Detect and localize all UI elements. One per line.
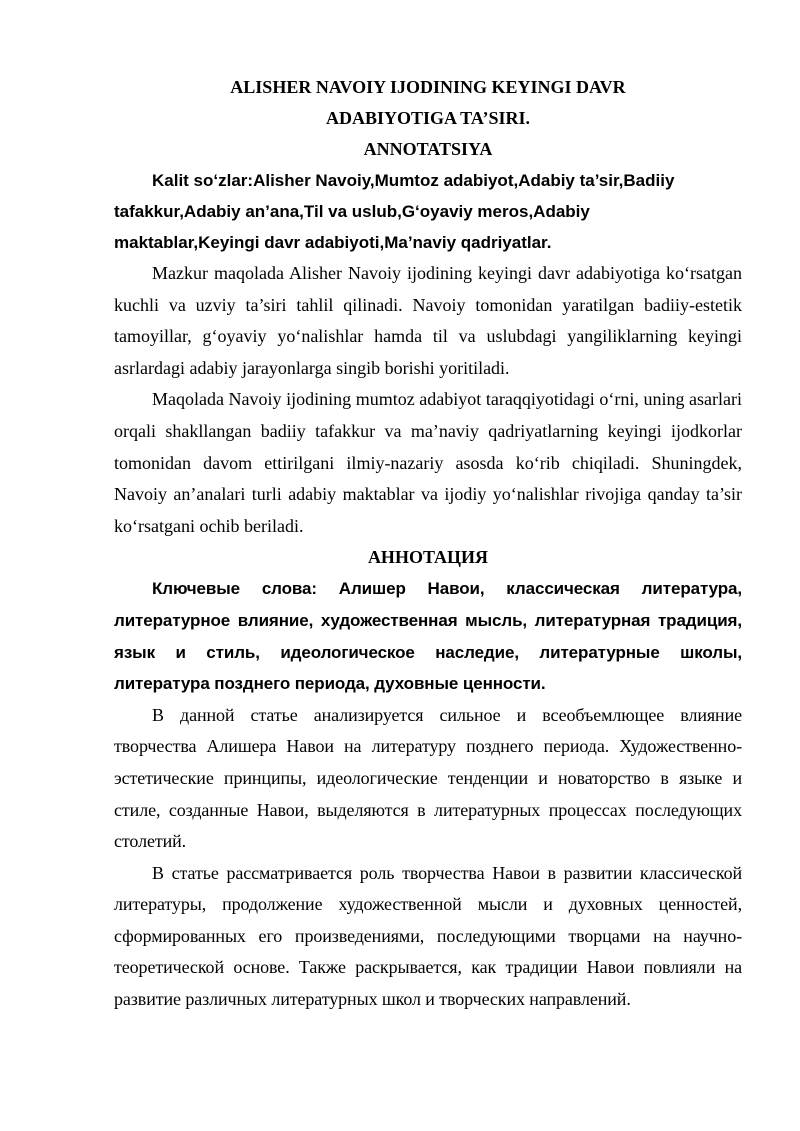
keywords-uz-line-3: maktablar,Keyingi davr adabiyoti,Ma’naviy qadriyatlar. [114, 233, 552, 252]
uz-paragraph-1: Mazkur maqolada Alisher Navoiy ijodining keyingi davr adabiyotiga ko‘rsatgan kuchli va uzviy ta’siri tahlil qilinadi. Navoiy tomonidan yaratilgan badiiy-estetik tamoyillar, g‘oyaviy yo‘nalishlar hamda til va uslubdagi yangiliklarning keyingi asrlardagi adabiy jarayonlarga singib borishi yoritiladi. [114, 263, 742, 378]
document-page [114, 72, 742, 1016]
keywords-uz [114, 165, 742, 258]
ru-paragraph-1: В данной статье анализируется сильное и всеобъемлющее влияние творчества Алишера Навои на литературу позднего периода. Художественно-эстетические принципы, идеологические тенденции и новаторство в языке и стиле, созданные Навои, выделяются в литературных процессах последующих столетий. [114, 704, 742, 852]
keywords-uz-line-2: tafakkur,Adabiy an’ana,Til va uslub,G‘oyaviy meros,Adabiy [114, 202, 590, 221]
uz-paragraph-2: Maqolada Navoiy ijodining mumtoz adabiyot taraqqiyotidagi o‘rni, uning asarlari orqali shakllangan badiiy tafakkur va ma’naviy qadriyatlarning keyingi ijodkorlar tomonidan davom ettirilgani ilmiy-nazariy asosda ko‘rib chiqiladi. Shuningdek, Navoiy an’analari turli adabiy maktablar va ijodiy yo‘nalishlar rivojiga qanday ta’sir ko‘rsatgani ochib beriladi. [114, 389, 742, 536]
article-title [114, 72, 742, 134]
article-title-line-1: ALISHER NAVOIY IJODINING KEYINGI DAVR [230, 77, 626, 97]
annotation-uz-heading: ANNOTATSIYA [363, 139, 493, 159]
article-title-line-2: ADABIYOTIGA TA’SIRI. [325, 108, 531, 128]
annotation-ru-heading: АННОТАЦИЯ [367, 547, 489, 568]
ru-paragraph-2: В статье рассматривается роль творчества Навои в развитии классической литературы, продолжение художественной мысли и духовных ценностей, сформированных его произведениями, последующими творцами на научно-теоретической основе. Также раскрывается, как традиции Навои повлияли на развитие различных литературных школ и творческих направлений. [114, 862, 742, 1010]
keywords-uz-line-1: Kalit so‘zlar:Alisher Navoiy,Mumtoz adabiyot,Adabiy ta’sir,Badiiy [152, 171, 675, 190]
keywords-ru: Ключевые слова: Алишер Навои, классическая литература, литературное влияние, художественная мысль, литературная традиция, язык и стиль, идеологическое наследие, литературные школы, литература позднего периода, духовные ценности. [114, 579, 742, 694]
